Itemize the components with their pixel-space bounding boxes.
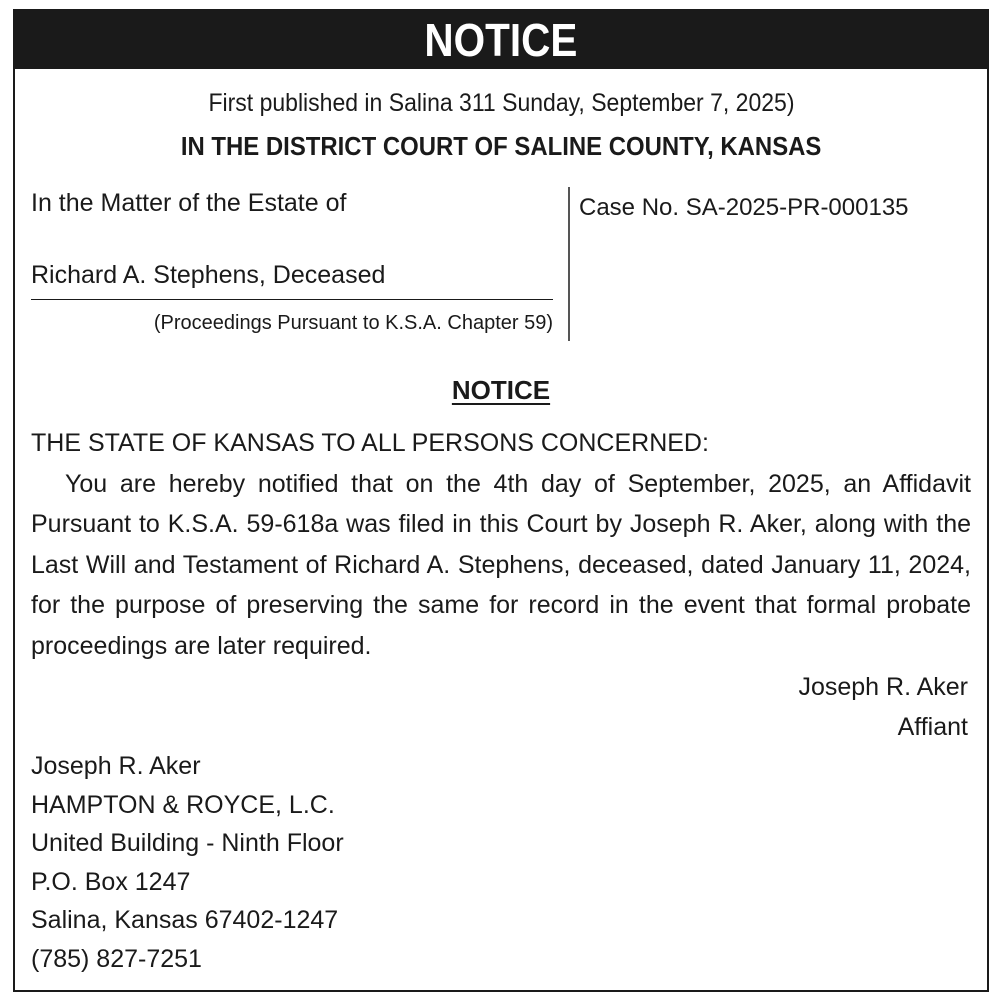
- case-caption: [31, 187, 553, 336]
- matter-line: In the Matter of the Estate of: [31, 189, 347, 217]
- affiant-name: Joseph R. Aker: [798, 673, 968, 701]
- caption-divider: [568, 187, 570, 341]
- attorney-block: [31, 747, 344, 978]
- notice-banner: [15, 11, 987, 69]
- salutation: THE STATE OF KANSAS TO ALL PERSONS CONCERNED:: [31, 429, 709, 457]
- court-title: IN THE DISTRICT COURT OF SALINE COUNTY, KANSAS: [180, 131, 822, 161]
- attorney-name: Joseph R. Aker: [31, 752, 201, 780]
- attorney-building: United Building - Ninth Floor: [31, 829, 344, 857]
- publication-line: First published in Salina 311 Sunday, September 7, 2025): [207, 89, 795, 117]
- proceedings-line: (Proceedings Pursuant to K.S.A. Chapter 59): [153, 312, 553, 334]
- attorney-firm: HAMPTON & ROYCE, L.C.: [31, 790, 335, 819]
- attorney-phone: (785) 827-7251: [31, 944, 202, 973]
- notice-heading: NOTICE: [451, 375, 551, 405]
- notice-frame: [13, 9, 989, 992]
- affiant-signature: [798, 667, 968, 747]
- banner-title: NOTICE: [424, 14, 578, 66]
- case-number: Case No. SA-2025-PR-000135: [579, 194, 909, 221]
- decedent-line: Richard A. Stephens, Deceased: [31, 259, 553, 300]
- affiant-role: Affiant: [897, 713, 968, 741]
- attorney-city: Salina, Kansas 67402-1247: [31, 906, 339, 934]
- notice-paragraph: You are hereby notified that on the 4th day of September, 2025, an Affidavit Pursuant to K.S.A. 59-618a was filed in this Court by Joseph R. Aker, along with the Last Will and Testament of Richard A. Stephens, deceased, dated January 11, 2024, for the purpose of preserving the same for record in the event that formal probate proceedings are later required.: [31, 469, 971, 660]
- attorney-po-box: P.O. Box 1247: [31, 867, 191, 896]
- notice-body: [31, 423, 971, 666]
